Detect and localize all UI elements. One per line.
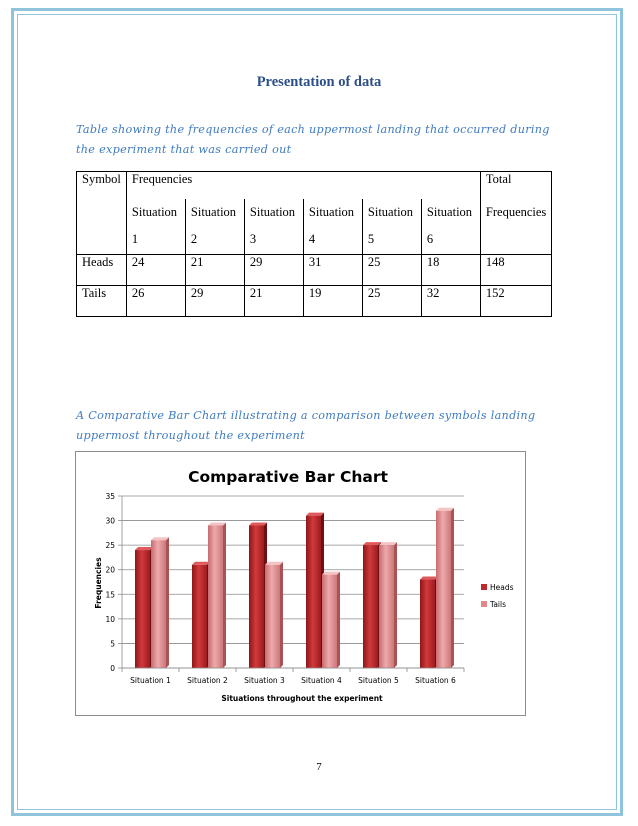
bar-tails (379, 545, 394, 668)
situation-header: Situation 5 (362, 199, 421, 255)
legend-swatch-heads (481, 584, 487, 590)
situation-header: Situation 2 (185, 199, 244, 255)
x-tick-label: Situation 5 (358, 676, 399, 685)
bar-side-tails (451, 508, 454, 668)
total-header: Total (480, 172, 551, 199)
bar-tails (151, 540, 166, 668)
situation-header: Situation 3 (244, 199, 303, 255)
y-tick-label: 30 (105, 516, 115, 526)
y-tick-label: 5 (110, 639, 115, 649)
page-number: 7 (316, 761, 322, 773)
bar-top-heads (363, 542, 381, 545)
chart-svg (76, 452, 527, 717)
frequency-table (76, 171, 552, 317)
x-axis-label: Situations throughout the experiment (221, 694, 383, 703)
bar-side-tails (337, 572, 340, 668)
bar-top-tails (436, 508, 454, 511)
y-tick-label: 0 (110, 664, 115, 673)
bar-top-heads (249, 522, 267, 525)
y-tick-label: 35 (105, 492, 115, 501)
bar-top-heads (135, 547, 153, 550)
legend-label-tails: Tails (490, 600, 507, 609)
total-header-cont: Frequencies (480, 199, 551, 255)
bar-heads (135, 550, 150, 668)
y-tick-label: 10 (105, 614, 115, 624)
bar-top-heads (420, 577, 438, 580)
chart-caption: A Comparative Bar Chart illustrating a comparison between symbols landing uppermost throughout the experiment (76, 409, 536, 442)
bar-top-tails (208, 522, 226, 525)
legend-swatch-tails (481, 601, 487, 607)
symbol-header: Symbol (77, 172, 127, 199)
bar-top-heads (192, 562, 210, 565)
bar-heads (420, 580, 435, 668)
bar-heads (306, 516, 321, 668)
y-axis-label: Frequencies (94, 557, 103, 609)
bar-top-tails (265, 562, 283, 565)
chart-title: Comparative Bar Chart (188, 468, 388, 486)
y-tick-label: 25 (105, 541, 115, 551)
bar-tails (265, 565, 280, 668)
x-tick-label: Situation 6 (415, 676, 456, 685)
bar-top-tails (322, 572, 340, 575)
bar-chart (75, 451, 526, 716)
bar-side-tails (280, 562, 283, 668)
legend-label-heads: Heads (490, 583, 514, 592)
x-tick-label: Situation 3 (244, 676, 285, 685)
bar-top-tails (379, 542, 397, 545)
bar-top-heads (306, 513, 324, 516)
bar-side-tails (394, 542, 397, 668)
table-row: Tails 26 29 21 19 25 32 152 (77, 285, 552, 316)
y-tick-label: 15 (105, 590, 115, 600)
bar-heads (249, 525, 264, 668)
situation-header: Situation 4 (303, 199, 362, 255)
situation-header: Situation 6 (421, 199, 480, 255)
bar-side-tails (223, 522, 226, 668)
table-caption: Table showing the frequencies of each uppermost landing that occurred during the experiment that was carried out (76, 123, 550, 156)
frequencies-header: Frequencies (126, 172, 480, 199)
bar-heads (192, 565, 207, 668)
situation-header: Situation 1 (126, 199, 185, 255)
bar-tails (322, 575, 337, 668)
x-tick-label: Situation 2 (187, 676, 228, 685)
x-tick-label: Situation 1 (130, 676, 171, 685)
table-row: Heads 24 21 29 31 25 18 148 (77, 254, 552, 285)
x-tick-label: Situation 4 (301, 676, 342, 685)
bar-tails (208, 525, 223, 668)
page-title: Presentation of data (256, 74, 382, 90)
bar-top-tails (151, 537, 169, 540)
bar-heads (363, 545, 378, 668)
bar-side-tails (166, 537, 169, 668)
y-tick-label: 20 (105, 565, 115, 575)
bar-tails (436, 511, 451, 668)
